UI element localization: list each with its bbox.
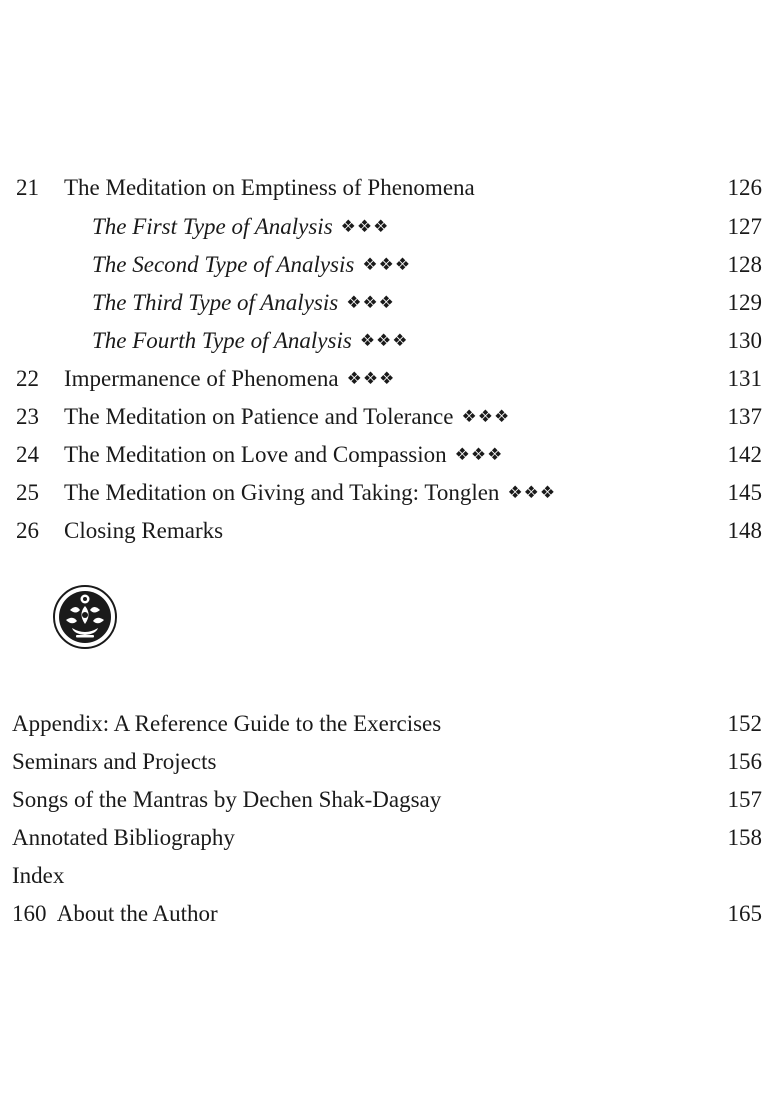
entry-title: Index — [12, 863, 65, 888]
page-number: 145 — [727, 480, 762, 505]
section-title-wrap — [92, 209, 389, 247]
entry-title: Songs of the Mantras by Dechen Shak-Dagsay — [12, 787, 442, 812]
toc-backmatter-entry[interactable] — [0, 744, 780, 780]
section-title: The Fourth Type of Analysis — [92, 328, 352, 353]
page-number: 129 — [727, 290, 762, 315]
page-number: 142 — [727, 442, 762, 467]
ornament-icon: ❖❖❖ — [461, 407, 511, 426]
ornament-icon: ❖❖❖ — [507, 483, 557, 502]
toc-subentry[interactable] — [0, 323, 780, 359]
chapter-title: The Meditation on Emptiness of Phenomena — [64, 175, 475, 200]
lotus-emblem-icon — [52, 584, 118, 650]
chapter-title-wrap — [64, 399, 510, 437]
section-title-wrap — [92, 285, 395, 323]
chapter-title: The Meditation on Love and Compassion — [64, 442, 447, 467]
toc-entry-24[interactable] — [0, 437, 780, 473]
section-title-wrap — [92, 247, 411, 285]
page-number: 152 — [727, 711, 762, 736]
chapter-number: 25 — [16, 480, 39, 505]
toc-backmatter-entry[interactable] — [0, 896, 780, 932]
toc-entry-22[interactable] — [0, 361, 780, 397]
ornament-icon: ❖❖❖ — [359, 331, 409, 350]
toc-subentry[interactable] — [0, 209, 780, 245]
page-number: 165 — [727, 901, 762, 926]
chapter-number: 26 — [16, 518, 39, 543]
section-title: The First Type of Analysis — [92, 214, 333, 239]
page-number: 128 — [727, 252, 762, 277]
ornament-icon: ❖❖❖ — [346, 293, 395, 312]
toc-entry-21[interactable] — [0, 170, 780, 206]
chapter-title-wrap — [64, 361, 395, 399]
page-number: 157 — [727, 787, 762, 812]
ornament-icon: ❖❖❖ — [454, 445, 504, 464]
toc-backmatter-entry[interactable] — [0, 782, 780, 818]
chapter-title-wrap — [64, 437, 503, 475]
page-number: 131 — [727, 366, 762, 391]
ornament-icon: ❖❖❖ — [346, 369, 396, 388]
toc-backmatter-entry[interactable] — [0, 858, 780, 894]
page-number: 148 — [727, 518, 762, 543]
chapter-title: Closing Remarks — [64, 518, 224, 543]
section-title: The Second Type of Analysis — [92, 252, 355, 277]
toc-entry-25[interactable] — [0, 475, 780, 511]
toc-subentry[interactable] — [0, 285, 780, 321]
toc-backmatter-entry[interactable] — [0, 706, 780, 742]
ornament-icon: ❖❖❖ — [340, 217, 390, 236]
toc-entry-26[interactable] — [0, 513, 780, 549]
ornament-icon: ❖❖❖ — [362, 255, 412, 274]
chapter-title: Impermanence of Phenomena — [64, 366, 339, 391]
page-number: 158 — [727, 825, 762, 850]
chapter-title-wrap — [64, 475, 556, 513]
chapter-number: 24 — [16, 442, 39, 467]
section-title-wrap — [92, 323, 409, 361]
entry-title: 160 About the Author — [12, 901, 218, 926]
page-number: 127 — [727, 214, 762, 239]
chapter-number: 23 — [16, 404, 39, 429]
page-number: 130 — [727, 328, 762, 353]
chapter-number: 21 — [16, 175, 39, 200]
chapter-number: 22 — [16, 366, 39, 391]
entry-title: Seminars and Projects — [12, 749, 217, 774]
page-number: 137 — [727, 404, 762, 429]
toc-entry-23[interactable] — [0, 399, 780, 435]
chapter-title: The Meditation on Giving and Taking: Tonglen — [64, 480, 500, 505]
section-title: The Third Type of Analysis — [92, 290, 339, 315]
page-number: 126 — [727, 175, 762, 200]
toc-backmatter-entry[interactable] — [0, 820, 780, 856]
toc-subentry[interactable] — [0, 247, 780, 283]
entry-title: Annotated Bibliography — [12, 825, 235, 850]
page-number: 156 — [727, 749, 762, 774]
chapter-title: The Meditation on Patience and Tolerance — [64, 404, 454, 429]
entry-title: Appendix: A Reference Guide to the Exercises — [12, 711, 442, 736]
